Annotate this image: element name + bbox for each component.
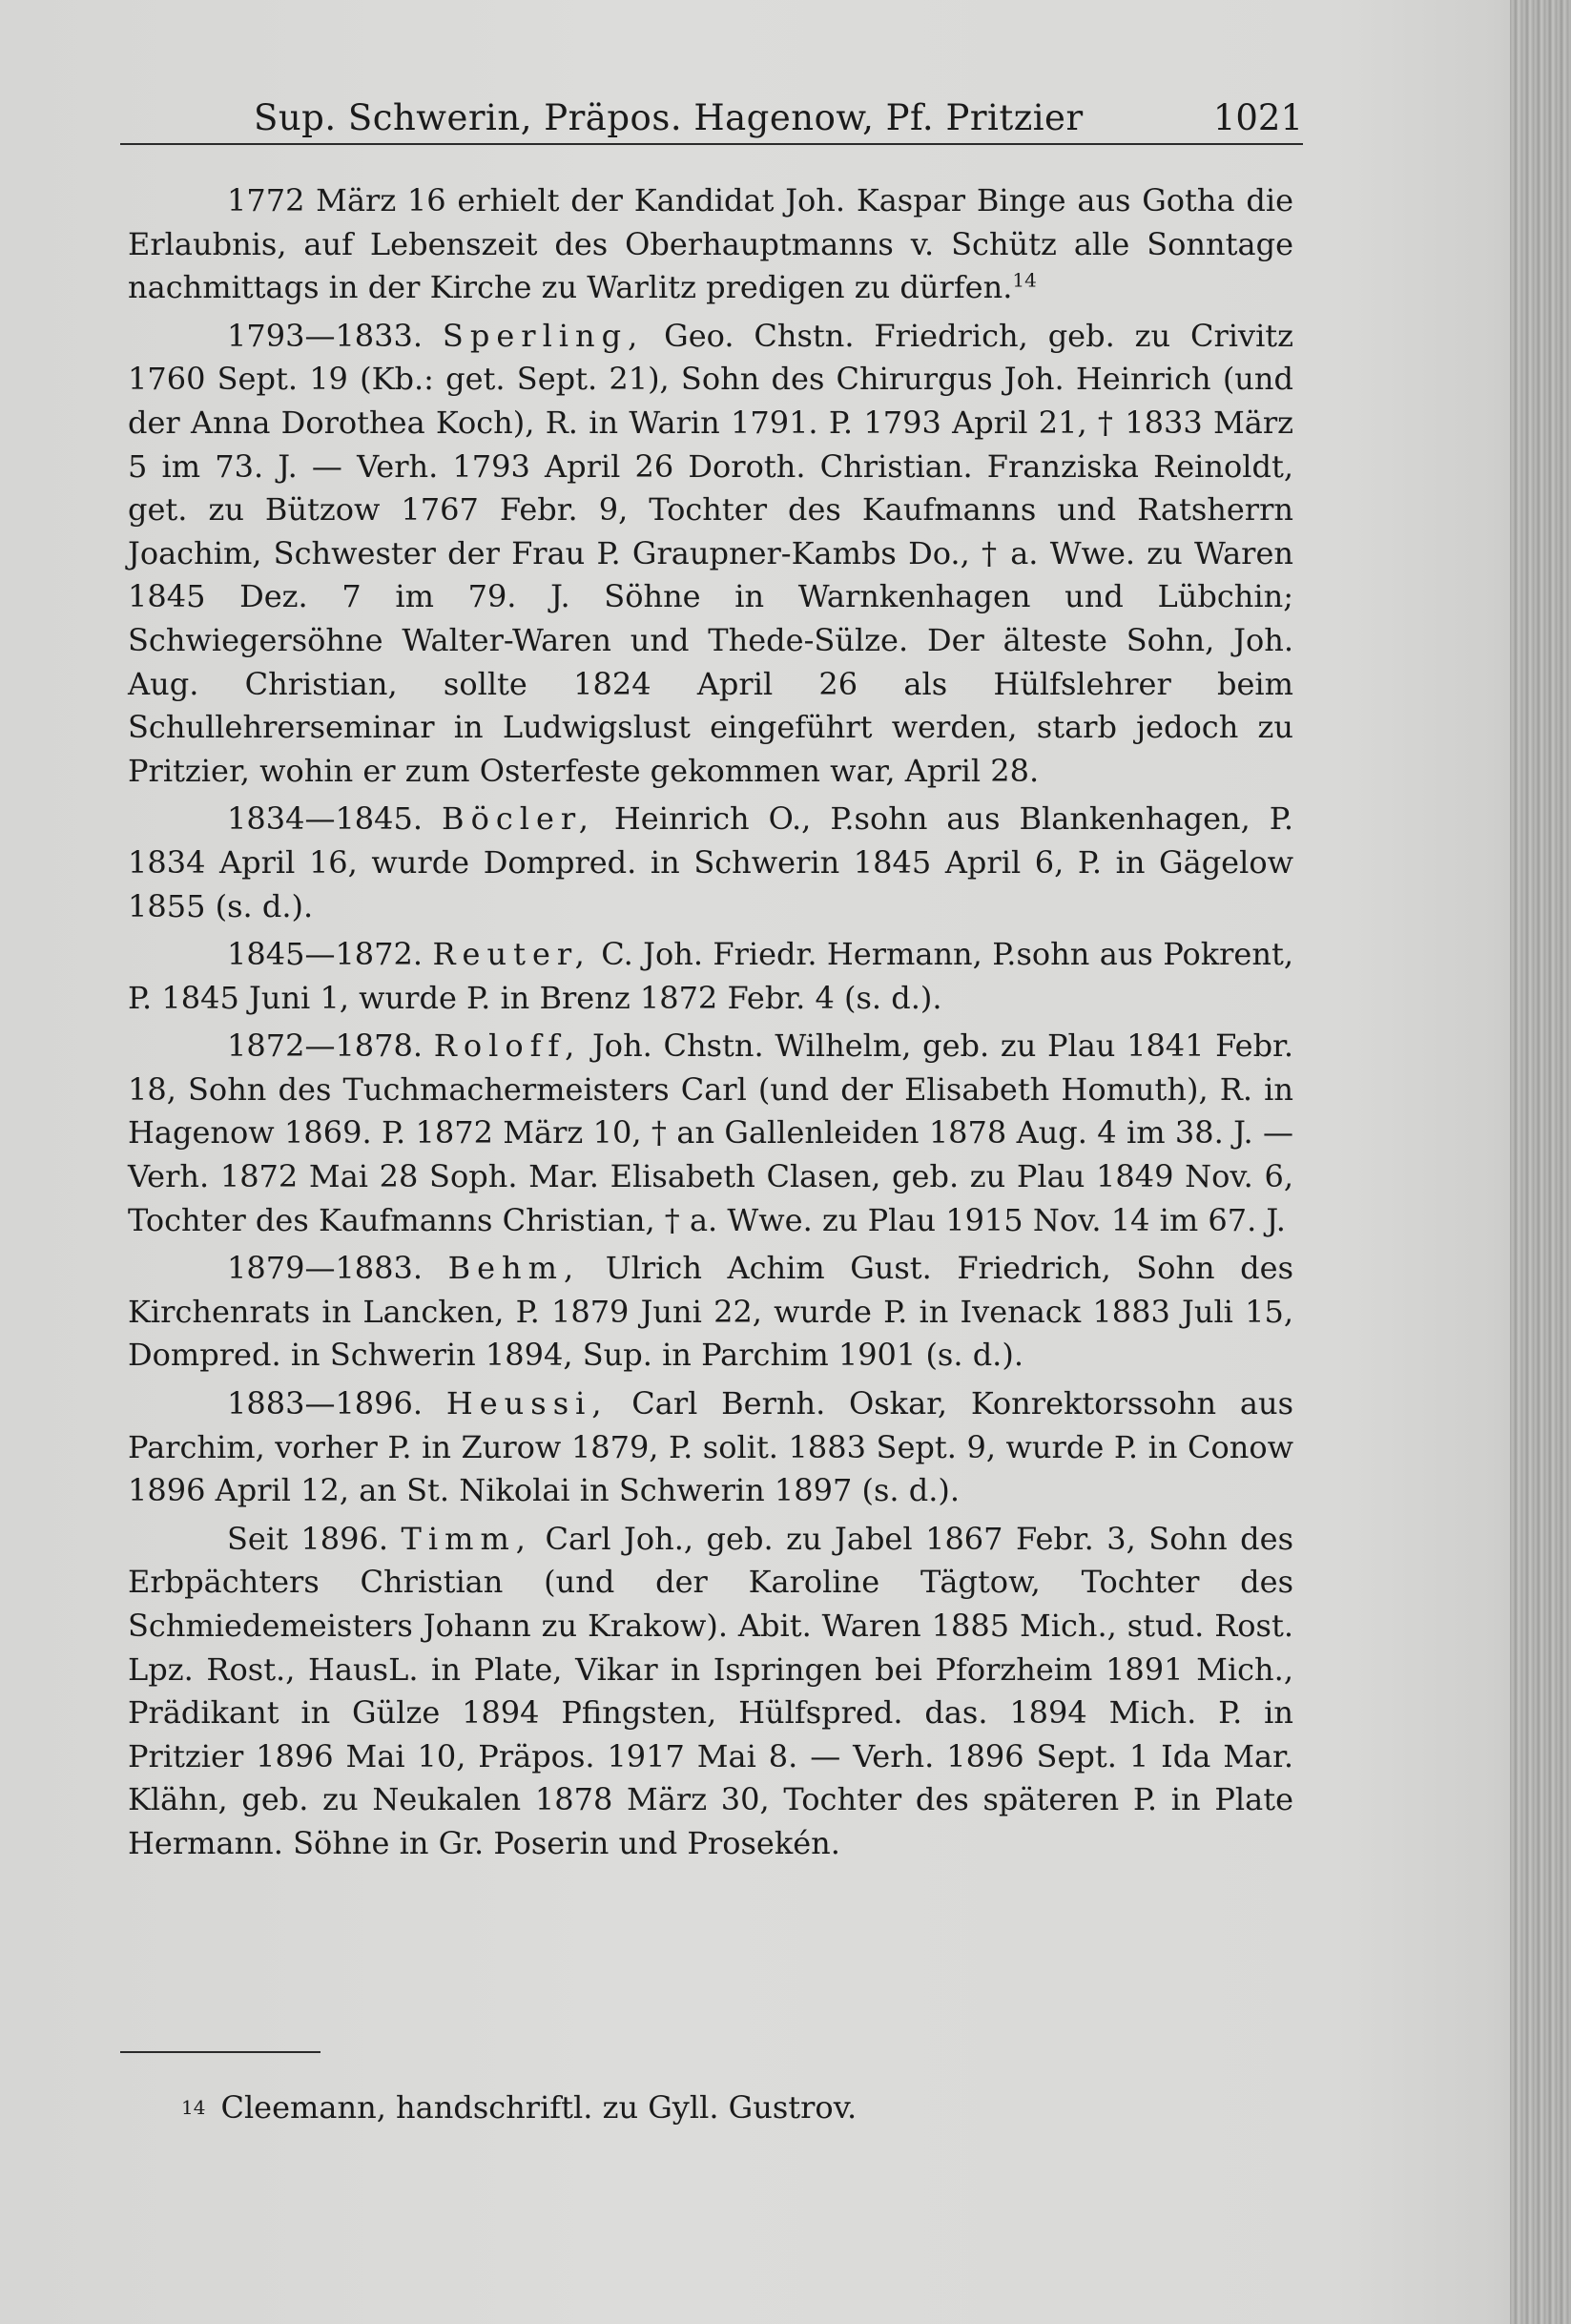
entry-text: C. Joh. Friedr. Hermann, P.sohn aus Pokrent, P. 1845 Juni 1, wurde P. in Brenz 1872 Febr. 4 (s. d.). — [128, 936, 1294, 1016]
entry-years: 1883—1896. — [227, 1385, 424, 1422]
entry-years: 1872—1878. — [227, 1027, 424, 1065]
entry-text: Geo. Chstn. Friedrich, geb. zu Crivitz 1760 Sept. 19 (Kb.: get. Sept. 21), Sohn des Chirurgus Joh. Heinrich (und der Anna Dorothea Koch), R. in Warin 1791. P. 1793 April 21, † 1833 März 5 im 73. J. — Verh. 1793 April 26 Doroth. Christian. Franziska Reinoldt, get. zu Bützow 1767 Febr. 9, Tochter des Kaufmanns und Ratsherrn Joachim, Schwester der Frau P. Graupner-Kambs Do., † a. Wwe. zu Waren 1845 Dez. 7 im 79. J. Söhne in Warnkenhagen und Lübchin; Schwiegersöhne Walter-Waren und Thede-Sülze. Der älteste Sohn, Joh. Aug. Christian, sollte 1824 April 26 als Hülfslehrer beim Schullehrerseminar in Ludwigslust eingeführt werden, starb jedoch zu Pritzier, wohin er zum Osterfeste gekommen war, April 28. — [128, 317, 1294, 789]
entry-name: Roloff, — [433, 1027, 582, 1065]
footnote-reference: 14 — [1012, 268, 1037, 292]
entry-name: Heussi, — [445, 1385, 609, 1422]
running-header — [120, 92, 1303, 145]
entry-name: Sperling, — [442, 317, 645, 354]
page-number: 1021 — [1212, 97, 1303, 138]
entry-text: Ulrich Achim Gust. Friedrich, Sohn des Kirchenrats in Lancken, P. 1879 Juni 22, wurde P. in Ivenack 1883 Juli 15, Dompred. in Schwerin 1894, Sup. in Parchim 1901 (s. d.). — [128, 1250, 1294, 1374]
paragraph-text: 1772 März 16 erhielt der Kandidat Joh. Kaspar Binge aus Gotha die Erlaubnis, auf Lebenszeit des Oberhauptmanns v. Schütz alle Sonntage nachmittags in der Kirche zu Warlitz predigen zu dürfen. — [128, 182, 1293, 306]
body-text — [128, 179, 1293, 1871]
entry-name: Reuter, — [432, 936, 591, 973]
entry-name: Böcler, — [442, 800, 595, 838]
entry-timm — [128, 1518, 1293, 1866]
entry-text: Carl Joh., geb. zu Jabel 1867 Febr. 3, Sohn des Erbpächters Christian (und der Karoline Tägtow, Tochter des Schmiedemeisters Johann zu Krakow). Abit. Waren 1885 Mich., stud. Rost. Lpz. Rost., HausL. in Plate, Vikar in Ispringen bei Pforzheim 1891 Mich., Prädikant in Gülze 1894 Pfingsten, Hülfspred. das. 1894 Mich. P. in Pritzier 1896 Mai 10, Präpos. 1917 Mai 8. — Verh. 1896 Sept. 1 Ida Mar. Klähn, geb. zu Neukalen 1878 März 30, Tochter des späteren P. in Plate Hermann. Söhne in Gr. Poserin und Prosekén. — [128, 1520, 1294, 1861]
entry-heussi — [128, 1382, 1293, 1513]
entry-years: Seit 1896. — [227, 1520, 389, 1557]
footnote-divider — [120, 2051, 320, 2053]
entry-boecler — [128, 798, 1293, 928]
entry-name: Behm, — [447, 1250, 581, 1287]
footnote-mark: 14 — [181, 2096, 206, 2119]
book-spine-edge — [1510, 0, 1571, 2324]
running-title: Sup. Schwerin, Präpos. Hagenow, Pf. Pritzier — [254, 97, 1084, 138]
entry-years: 1834—1845. — [227, 800, 424, 838]
entry-years: 1793—1833. — [227, 317, 424, 354]
entry-years: 1879—1883. — [227, 1250, 424, 1287]
entry-years: 1845—1872. — [227, 936, 424, 973]
entry-name: Timm, — [401, 1520, 532, 1557]
entry-behm — [128, 1247, 1293, 1378]
entry-text: Joh. Chstn. Wilhelm, geb. zu Plau 1841 Febr. 18, Sohn des Tuchmachermeisters Carl (und der Elisabeth Homuth), R. in Hagenow 1869. P. 1872 März 10, † an Gallenleiden 1878 Aug. 4 im 38. J. — Verh. 1872 Mai 28 Soph. Mar. Elisabeth Clasen, geb. zu Plau 1849 Nov. 6, Tochter des Kaufmanns Christian, † a. Wwe. zu Plau 1915 Nov. 14 im 67. J. — [128, 1027, 1294, 1238]
paragraph-binge — [128, 179, 1293, 310]
footnote-text: Cleemann, handschriftl. zu Gyll. Gustrov. — [220, 2089, 858, 2126]
entry-sperling — [128, 315, 1293, 794]
entry-text: Heinrich O., P.sohn aus Blankenhagen, P. 1834 April 16, wurde Dompred. in Schwerin 1845 April 6, P. in Gägelow 1855 (s. d.). — [128, 800, 1294, 924]
entry-reuter — [128, 933, 1293, 1020]
entry-text: Carl Bernh. Oskar, Konrektorssohn aus Parchim, vorher P. in Zurow 1879, P. solit. 1883 Sept. 9, wurde P. in Conow 1896 April 12, an St. Nikolai in Schwerin 1897 (s. d.). — [128, 1385, 1294, 1509]
entry-roloff — [128, 1025, 1293, 1242]
footnote — [181, 2085, 857, 2129]
